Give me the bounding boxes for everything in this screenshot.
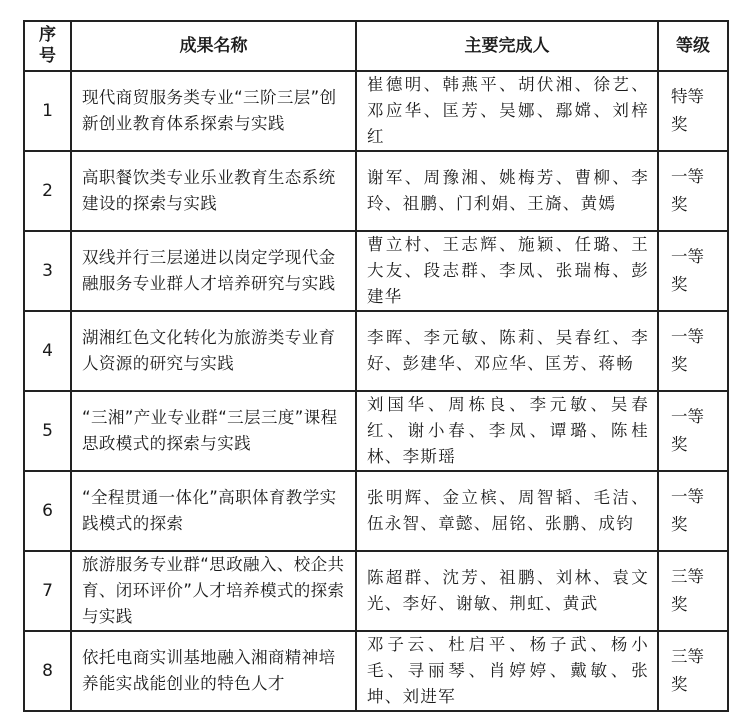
row-title: 旅游服务专业群“思政融入、校企共育、闭环评价”人才培养模式的探索与实践 <box>71 551 356 631</box>
row-no: 6 <box>24 471 71 551</box>
table-row <box>24 151 728 231</box>
header-people: 主要完成人 <box>356 21 658 71</box>
row-no: 3 <box>24 231 71 311</box>
row-people: 李晖、李元敏、陈莉、吴春红、李好、彭建华、邓应华、匡芳、蒋畅 <box>356 311 658 391</box>
table-row <box>24 631 728 711</box>
awards-table <box>23 20 729 712</box>
row-level: 三等奖 <box>658 631 728 711</box>
row-no: 4 <box>24 311 71 391</box>
row-no: 8 <box>24 631 71 711</box>
row-title: 高职餐饮类专业乐业教育生态系统建设的探索与实践 <box>71 151 356 231</box>
row-people: 崔德明、韩燕平、胡伏湘、徐艺、邓应华、匡芳、吴娜、鄢嫦、刘梓红 <box>356 71 658 151</box>
row-level: 一等奖 <box>658 391 728 471</box>
row-title: 双线并行三层递进以岗定学现代金融服务专业群人才培养研究与实践 <box>71 231 356 311</box>
awards-table-container <box>23 20 729 712</box>
table-row <box>24 231 728 311</box>
row-people: 张明辉、金立槟、周智韬、毛洁、伍永智、章懿、屈铭、张鹏、成钧 <box>356 471 658 551</box>
row-people: 刘国华、周栋良、李元敏、吴春红、谢小春、李凤、谭璐、陈桂林、李斯瑶 <box>356 391 658 471</box>
row-level: 一等奖 <box>658 311 728 391</box>
row-level: 一等奖 <box>658 231 728 311</box>
row-title: “全程贯通一体化”高职体育教学实践模式的探索 <box>71 471 356 551</box>
table-row <box>24 71 728 151</box>
row-level: 一等奖 <box>658 471 728 551</box>
row-level: 特等奖 <box>658 71 728 151</box>
row-title: 现代商贸服务类专业“三阶三层”创新创业教育体系探索与实践 <box>71 71 356 151</box>
header-title: 成果名称 <box>71 21 356 71</box>
row-no: 2 <box>24 151 71 231</box>
table-row <box>24 311 728 391</box>
table-row <box>24 391 728 471</box>
row-title: 依托电商实训基地融入湘商精神培养能实战能创业的特色人才 <box>71 631 356 711</box>
header-row <box>24 21 728 71</box>
row-no: 1 <box>24 71 71 151</box>
row-people: 谢军、周豫湘、姚梅芳、曹柳、李玲、祖鹏、门利娟、王旖、黄嫣 <box>356 151 658 231</box>
row-level: 三等奖 <box>658 551 728 631</box>
table-row <box>24 551 728 631</box>
table-row <box>24 471 728 551</box>
row-no: 5 <box>24 391 71 471</box>
row-title: “三湘”产业专业群“三层三度”课程思政模式的探索与实践 <box>71 391 356 471</box>
row-title: 湖湘红色文化转化为旅游类专业育人资源的研究与实践 <box>71 311 356 391</box>
row-level: 一等奖 <box>658 151 728 231</box>
header-no: 序号 <box>24 21 71 71</box>
header-level: 等级 <box>658 21 728 71</box>
row-no: 7 <box>24 551 71 631</box>
row-people: 邓子云、杜启平、杨子武、杨小毛、寻丽琴、肖婷婷、戴敏、张坤、刘进军 <box>356 631 658 711</box>
row-people: 陈超群、沈芳、祖鹏、刘林、袁文光、李好、谢敏、荆虹、黄武 <box>356 551 658 631</box>
row-people: 曹立村、王志辉、施颖、任璐、王大友、段志群、李凤、张瑞梅、彭建华 <box>356 231 658 311</box>
